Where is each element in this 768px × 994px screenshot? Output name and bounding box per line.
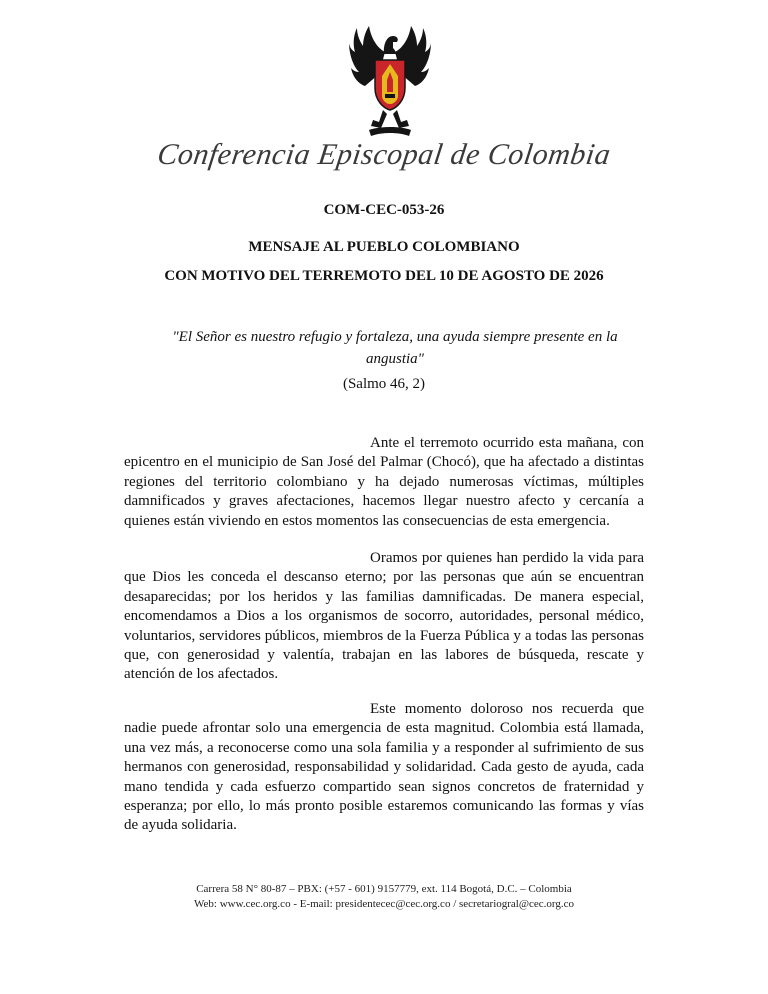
body-paragraph-2: Oramos por quienes han perdido la vida para que Dios les conceda el descanso eterno; por las personas que aún se encuentran desaparecidas; por los heridos y las familias damnificadas. De manera especial, encomendamos a Dios a los organismos de socorro, autoridades, personal médico, voluntarios, servidores públicos, miembros de la Fuerza Pública y a todas las personas que, con generosidad y valentía, trabajan en las labores de búsqueda, rescate y atención de los afectados. — [124, 550, 644, 683]
footer-contact: Web: www.cec.org.co - E-mail: presidentecec@cec.org.co / secretariogral@cec.org.co — [194, 898, 574, 910]
body-paragraph-1: Ante el terremoto ocurrido esta mañana, con epicentro en el municipio de San José del Palmar (Chocó), que ha afectado a distintas regiones del territorio colombiano y ha dejado numerosas víctimas, múltiples damnificados y graves afectaciones, hacemos llegar nuestro afecto y cercanía a quienes están viviendo en estos momentos las consecuencias de esta emergencia. — [124, 435, 644, 529]
body-paragraph-3: Este momento doloroso nos recuerda que nadie puede afrontar solo una emergencia de esta magnitud. Colombia está llamada, una vez más, a reconocerse como una sola familia y a responder al sufrimiento de sus hermanos con generosidad, responsabilidad y solidaridad. Cada gesto de ayuda, cada mano tendida y cada esfuerzo compartido sean signos concretos de fraternidad y esperanza; por ello, lo más pronto posible estaremos comunicando las formas y vías de ayuda solidaria. — [124, 701, 644, 834]
footer — [0, 882, 768, 912]
document-reference: COM-CEC-053-26 — [323, 202, 445, 218]
document-title-line-1: MENSAJE AL PUEBLO COLOMBIANO — [248, 239, 520, 255]
footer-address: Carrera 58 N° 80-87 – PBX: (+57 - 601) 9157779, ext. 114 Bogotá, D.C. – Colombia — [196, 883, 572, 895]
epigraph-quote: "El Señor es nuestro refugio y fortaleza, una ayuda siempre presente en la angustia" — [172, 329, 618, 367]
organization-name: Conferencia Episcopal de Colombia — [155, 138, 613, 171]
eagle-coat-of-arms-icon — [349, 22, 431, 138]
document-title-line-2: CON MOTIVO DEL TERREMOTO DEL 10 DE AGOSTO DE 2026 — [164, 268, 604, 284]
epigraph-reference: (Salmo 46, 2) — [342, 376, 426, 392]
